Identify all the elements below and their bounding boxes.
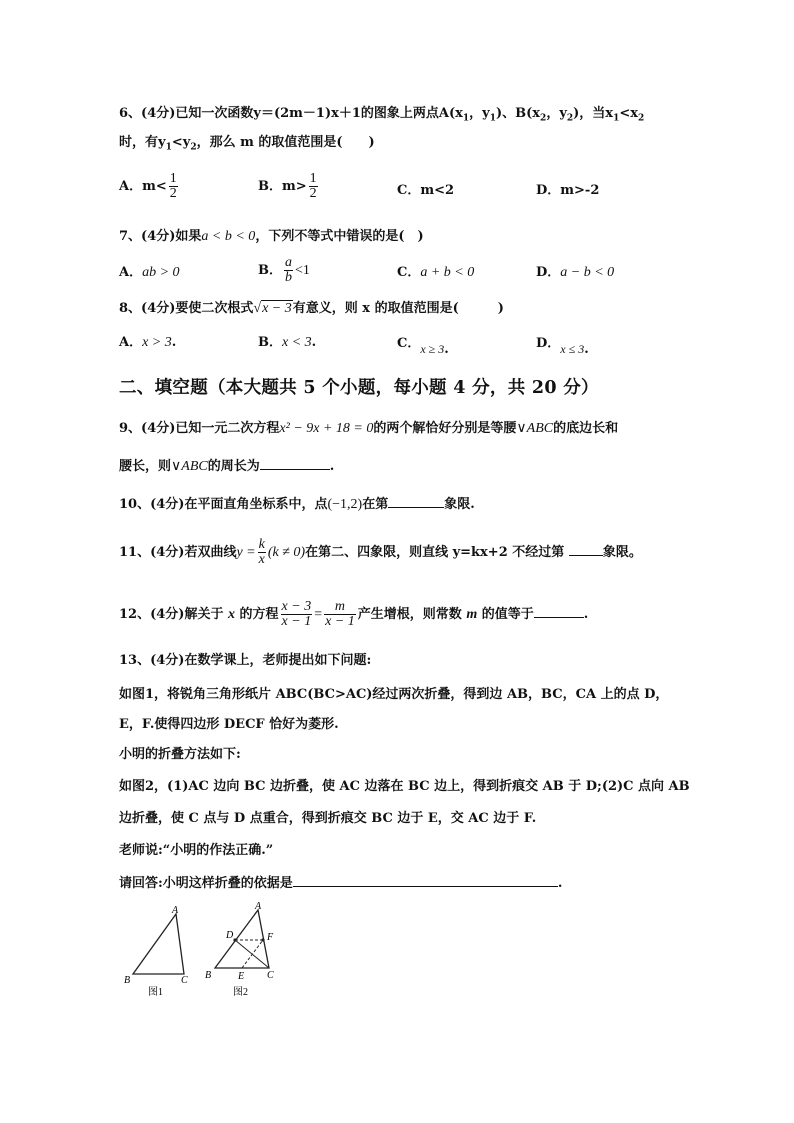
q8-option-d (536, 334, 589, 357)
q9-line2-pre: 腰长，则 (119, 459, 172, 474)
q9-mid: 的两个解恰好分别是等腰 (373, 421, 517, 436)
q11-prefix: 11、(4分)若双曲线 (119, 545, 237, 560)
q7-option-b (258, 256, 310, 285)
q6-option-d: D．m>-2 (536, 183, 600, 198)
q12-mid3: 的值等于 (481, 607, 534, 622)
q11-y: y = (236, 545, 256, 560)
q10-point: (−1,2) (327, 497, 363, 512)
q12-eq: = (314, 607, 323, 622)
q6-option-b-frac (309, 172, 318, 201)
figure-1-label-b: B (124, 975, 131, 986)
q9-line2-post: 的周长为 (207, 459, 260, 474)
q13-line5: 如图2，(1)AC 边向 BC 边折叠，使 AC 边落在 BC 边上，得到折痕交 AB 于 D;(2)C 点向 AB (119, 779, 690, 794)
q8-option-b-end: . (311, 335, 317, 350)
q12-m: m (466, 607, 478, 622)
q6-cond-lt: < (619, 106, 631, 121)
q6-line1 (119, 105, 644, 128)
q6-option-b-label: B．m> (258, 179, 307, 194)
q6-y1: y (158, 135, 166, 150)
q7-option-a (119, 264, 180, 282)
q13-line1: 13、(4分)在数学课上，老师提出如下问题: (119, 653, 372, 668)
q10-suffix: 象限. (444, 497, 475, 512)
q6-mid2: ，y (469, 106, 490, 121)
figure-1 (124, 905, 188, 998)
q13-line8 (119, 873, 562, 893)
q6-option-b-den: 2 (309, 186, 317, 201)
q10-prefix: 10、(4分)在平面直角坐标系中，点 (119, 497, 328, 512)
q13-answer-blank[interactable] (293, 873, 558, 887)
q10-line (119, 494, 475, 514)
q8-option-b-label: B． (258, 335, 282, 350)
q6-option-b-num: 1 (309, 171, 317, 186)
q7-cond: a < b < 0 (201, 229, 256, 244)
q6-mid5: )，当 (573, 106, 606, 121)
q13-line4: 小明的折叠方法如下: (119, 747, 241, 762)
q8-suffix: 有意义，则 x 的取值范围是( ) (292, 301, 504, 316)
q12-mid2: 产生增根，则常数 (357, 607, 462, 622)
q9-line1 (119, 420, 618, 438)
q8-option-c-expr: x ≥ 3 (420, 342, 445, 356)
q7-option-a-label: A． (119, 265, 143, 280)
q8-radicand: x − 3 (262, 301, 292, 316)
q6-prefix: 6、(4分)已知一次函数 (119, 106, 254, 121)
q13-line8-text: 请回答:小明这样折叠的依据是 (119, 876, 293, 891)
figure-1-label-a: A (172, 905, 179, 916)
figure-2-label-e: E (238, 971, 245, 982)
q6-mid4: ，y (546, 106, 567, 121)
q11-den: x (258, 552, 265, 567)
q11-line (119, 538, 642, 567)
q7-option-d-label: D． (536, 265, 561, 280)
q6-option-b (258, 172, 320, 201)
q8-option-a (119, 334, 176, 352)
q12-right-frac (324, 600, 356, 629)
q9-triangle: ∨ABC (516, 421, 554, 436)
q6-cond-x2: x (630, 106, 638, 121)
figure-2-label-d: D (226, 930, 234, 941)
figure-2-triangle (215, 910, 269, 968)
q11-cond: (k ≠ 0) (267, 545, 306, 560)
q8-option-b (258, 334, 316, 352)
q6-mid3: )、B(x (496, 106, 541, 121)
q7-option-a-expr: ab > 0 (142, 265, 180, 280)
q6-func: y＝(2m－1)x＋1 (253, 106, 361, 121)
q7-option-b-frac (284, 256, 293, 285)
q8-option-d-end: . (584, 342, 589, 357)
q7-option-d-expr: a − b < 0 (560, 265, 615, 280)
figures (118, 902, 298, 1002)
q11-num: k (258, 537, 265, 552)
q9-triangle2: ∨ABC (171, 459, 208, 474)
q8-option-d-label: D． (536, 336, 561, 351)
q9-line2 (119, 456, 334, 476)
q6-line2-pre: 时，有 (119, 135, 159, 150)
q6-sub3: 2 (540, 113, 547, 124)
q7-option-d (536, 264, 614, 282)
q11-mid: 在第二、四象限，则直线 y=kx+2 不经过第 (305, 545, 565, 560)
q6-cond-x1: x (605, 106, 614, 121)
q11-answer-blank[interactable] (569, 542, 603, 556)
q12-line (119, 600, 588, 629)
figure-2-point-f (261, 938, 264, 941)
q8-option-a-label: A． (119, 335, 143, 350)
figure-2-label-f: F (267, 932, 274, 943)
q13-line3: E，F.使得四边形 DECF 恰好为菱形. (119, 717, 339, 732)
q6-sub1: 1 (462, 113, 470, 124)
q7-option-b-label: B． (258, 263, 282, 278)
q6-y2: y (182, 135, 191, 150)
q12-right-num: m (324, 600, 356, 615)
q13-line7: 老师说:“小明的作法正确.” (119, 843, 274, 858)
q12-left-den: x − 1 (281, 614, 312, 629)
q9-answer-blank[interactable] (260, 456, 330, 470)
figure-1-label-c: C (181, 975, 188, 986)
figure-2 (205, 902, 274, 998)
q10-answer-blank[interactable] (388, 494, 444, 508)
q6-cond-s1: 1 (613, 113, 620, 124)
q6-line2-post: ，那么 m 的取值范围是( ) (196, 135, 375, 150)
figure-1-caption: 图1 (148, 987, 163, 998)
q8-option-c-end: . (444, 342, 449, 357)
q7-suffix: ，下列不等式中错误的是( ) (255, 229, 424, 244)
q8-option-c (397, 334, 449, 357)
q6-option-c: C．m<2 (397, 183, 455, 198)
q6-option-a-den: 2 (169, 186, 177, 201)
q9-equation: x² − 9x + 18 = 0 (279, 421, 374, 436)
q6-sub4: 2 (566, 113, 574, 124)
q6-y2s: 2 (190, 142, 197, 153)
q6-line2 (119, 134, 375, 157)
q8-prefix: 8、(4分)要使二次根式 (119, 301, 254, 316)
q6-cond-s2: 2 (638, 113, 645, 124)
q12-right-den: x − 1 (325, 614, 355, 629)
q7-option-c (397, 264, 474, 282)
q7-option-b-rest: <1 (295, 263, 310, 278)
q7-option-b-num: a (285, 255, 292, 270)
q6-sub2: 1 (489, 113, 496, 124)
q9-prefix: 9、(4分)已知一元二次方程 (119, 421, 280, 436)
q11-frac (258, 538, 266, 567)
q13-line6: 边折叠，使 C 点与 D 点重合，得到折痕交 BC 边于 E，交 AC 边于 F. (119, 811, 537, 826)
q7-option-b-den: b (285, 270, 292, 285)
figure-2-label-b: B (205, 970, 212, 981)
q8-option-d-expr: x ≤ 3 (560, 342, 585, 356)
q12-x: x (227, 607, 235, 622)
q12-left-num: x − 3 (281, 599, 312, 614)
q6-option-a-label: A．m< (119, 179, 167, 194)
q6-option-a (119, 172, 180, 201)
q11-suffix: 象限。 (602, 545, 642, 560)
q13-end: . (557, 876, 563, 891)
q6-option-a-frac (169, 172, 178, 201)
q12-mid1: 的方程 (239, 607, 279, 622)
q6-y1s: 1 (165, 142, 172, 153)
q12-left-frac (281, 600, 313, 629)
q12-prefix: 12、(4分)解关于 (119, 607, 224, 622)
q8-option-c-label: C． (397, 336, 421, 351)
q7-prefix: 7、(4分)如果 (119, 229, 202, 244)
figure-2-point-d (233, 938, 236, 941)
q8-option-a-end: . (171, 335, 177, 350)
q7-line (119, 228, 424, 246)
figure-2-label-a: A (255, 902, 262, 912)
figure-2-fold-2 (242, 940, 263, 968)
q6-lt: < (171, 135, 183, 150)
figure-2-caption: 图2 (233, 987, 248, 998)
q10-mid: 在第 (362, 497, 389, 512)
q8-line (119, 300, 504, 318)
q9-suffix: 的底边长和 (553, 421, 619, 436)
figure-1-triangle (133, 914, 184, 974)
q12-answer-blank[interactable] (534, 604, 584, 618)
q7-option-c-label: C． (397, 265, 421, 280)
q9-end: . (329, 459, 335, 474)
q8-radical: √x − 3 (253, 301, 292, 316)
q6-option-a-num: 1 (169, 171, 177, 186)
q7-option-c-expr: a + b < 0 (420, 265, 475, 280)
q13-line2: 如图1，将锐角三角形纸片 ABC(BC>AC)经过两次折叠，得到边 AB，BC，CA 上的点 D， (119, 687, 669, 702)
q6-mid1: 的图象上两点A(x (360, 106, 463, 121)
q12-end: . (583, 607, 589, 622)
figure-2-label-c: C (267, 970, 274, 981)
section-heading-fill-in: 二、填空题（本大题共 5 个小题，每小题 4 分，共 20 分） (119, 378, 599, 398)
q8-option-a-expr: x > 3 (142, 335, 172, 350)
q8-option-b-expr: x < 3 (282, 335, 312, 350)
